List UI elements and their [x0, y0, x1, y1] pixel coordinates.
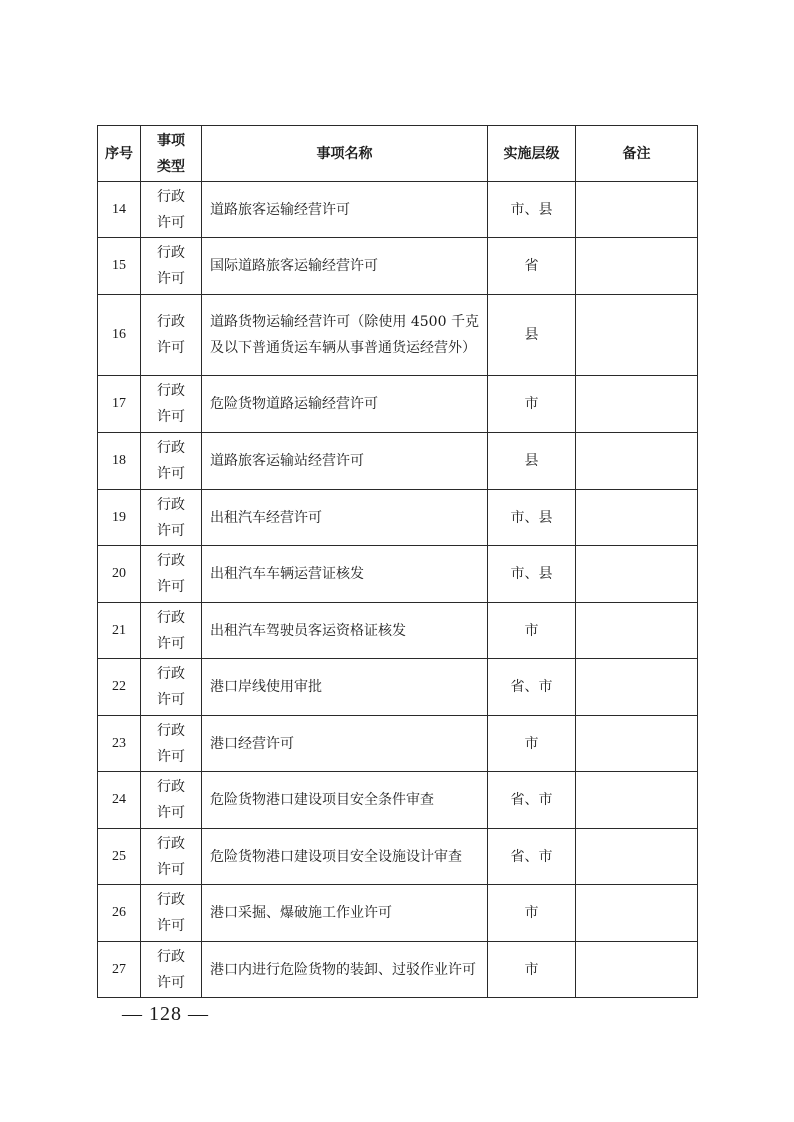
cell-name: 出租汽车车辆运营证核发 — [202, 546, 488, 603]
cell-name: 道路旅客运输经营许可 — [202, 182, 488, 238]
cell-type: 行政许可 — [141, 942, 202, 998]
cell-level: 市 — [488, 942, 576, 998]
cell-level: 省、市 — [488, 772, 576, 829]
cell-name: 港口经营许可 — [202, 716, 488, 772]
cell-level: 市 — [488, 603, 576, 659]
cell-note — [576, 182, 698, 238]
table-row — [98, 603, 698, 659]
cell-no: 22 — [98, 659, 141, 716]
cell-no: 26 — [98, 885, 141, 942]
cell-type: 行政许可 — [141, 716, 202, 772]
cell-level: 市、县 — [488, 546, 576, 603]
table-row — [98, 716, 698, 772]
cell-level: 省、市 — [488, 829, 576, 885]
cell-name: 港口岸线使用审批 — [202, 659, 488, 716]
cell-note — [576, 885, 698, 942]
cell-level: 县 — [488, 295, 576, 376]
cell-note — [576, 716, 698, 772]
cell-no: 18 — [98, 433, 141, 490]
cell-type: 行政许可 — [141, 238, 202, 295]
cell-note — [576, 295, 698, 376]
cell-no: 17 — [98, 376, 141, 433]
cell-name: 出租汽车经营许可 — [202, 490, 488, 546]
cell-type: 行政许可 — [141, 546, 202, 603]
cell-name: 出租汽车驾驶员客运资格证核发 — [202, 603, 488, 659]
cell-type: 行政许可 — [141, 433, 202, 490]
header-level: 实施层级 — [488, 126, 576, 182]
table-row — [98, 490, 698, 546]
cell-note — [576, 238, 698, 295]
cell-name: 危险货物港口建设项目安全条件审查 — [202, 772, 488, 829]
cell-no: 19 — [98, 490, 141, 546]
cell-level: 市、县 — [488, 182, 576, 238]
table-row — [98, 295, 698, 376]
table-row — [98, 659, 698, 716]
table-row — [98, 885, 698, 942]
cell-type: 行政许可 — [141, 829, 202, 885]
cell-note — [576, 829, 698, 885]
header-note: 备注 — [576, 126, 698, 182]
cell-type: 行政许可 — [141, 182, 202, 238]
table-row — [98, 829, 698, 885]
cell-name: 港口采掘、爆破施工作业许可 — [202, 885, 488, 942]
table-row — [98, 238, 698, 295]
table-body — [98, 182, 698, 998]
cell-name: 道路旅客运输站经营许可 — [202, 433, 488, 490]
cell-note — [576, 659, 698, 716]
cell-type: 行政许可 — [141, 490, 202, 546]
cell-no: 15 — [98, 238, 141, 295]
cell-no: 23 — [98, 716, 141, 772]
cell-note — [576, 490, 698, 546]
header-no: 序号 — [98, 126, 141, 182]
cell-name: 道路货物运输经营许可（除使用 4500 千克及以下普通货运车辆从事普通货运经营外） — [202, 295, 488, 376]
cell-type: 行政许可 — [141, 659, 202, 716]
cell-name: 国际道路旅客运输经营许可 — [202, 238, 488, 295]
header-name: 事项名称 — [202, 126, 488, 182]
cell-note — [576, 772, 698, 829]
cell-note — [576, 942, 698, 998]
cell-no: 25 — [98, 829, 141, 885]
table-row — [98, 772, 698, 829]
cell-note — [576, 433, 698, 490]
cell-no: 14 — [98, 182, 141, 238]
header-type: 事项类型 — [141, 126, 202, 182]
cell-no: 16 — [98, 295, 141, 376]
table-row — [98, 546, 698, 603]
cell-level: 市、县 — [488, 490, 576, 546]
cell-level: 省 — [488, 238, 576, 295]
cell-note — [576, 376, 698, 433]
cell-name: 危险货物港口建设项目安全设施设计审查 — [202, 829, 488, 885]
cell-type: 行政许可 — [141, 603, 202, 659]
cell-no: 21 — [98, 603, 141, 659]
cell-no: 24 — [98, 772, 141, 829]
table-header-row — [98, 126, 698, 182]
cell-type: 行政许可 — [141, 885, 202, 942]
table-row — [98, 182, 698, 238]
cell-level: 市 — [488, 716, 576, 772]
cell-type: 行政许可 — [141, 295, 202, 376]
table-row — [98, 376, 698, 433]
table-row — [98, 433, 698, 490]
page-number: — 128 — — [122, 1003, 209, 1025]
table-row — [98, 942, 698, 998]
cell-note — [576, 546, 698, 603]
cell-type: 行政许可 — [141, 772, 202, 829]
cell-level: 县 — [488, 433, 576, 490]
cell-no: 27 — [98, 942, 141, 998]
cell-name: 港口内进行危险货物的装卸、过驳作业许可 — [202, 942, 488, 998]
cell-level: 市 — [488, 376, 576, 433]
items-table — [97, 125, 698, 998]
cell-no: 20 — [98, 546, 141, 603]
cell-note — [576, 603, 698, 659]
cell-name: 危险货物道路运输经营许可 — [202, 376, 488, 433]
cell-type: 行政许可 — [141, 376, 202, 433]
cell-level: 市 — [488, 885, 576, 942]
cell-level: 省、市 — [488, 659, 576, 716]
